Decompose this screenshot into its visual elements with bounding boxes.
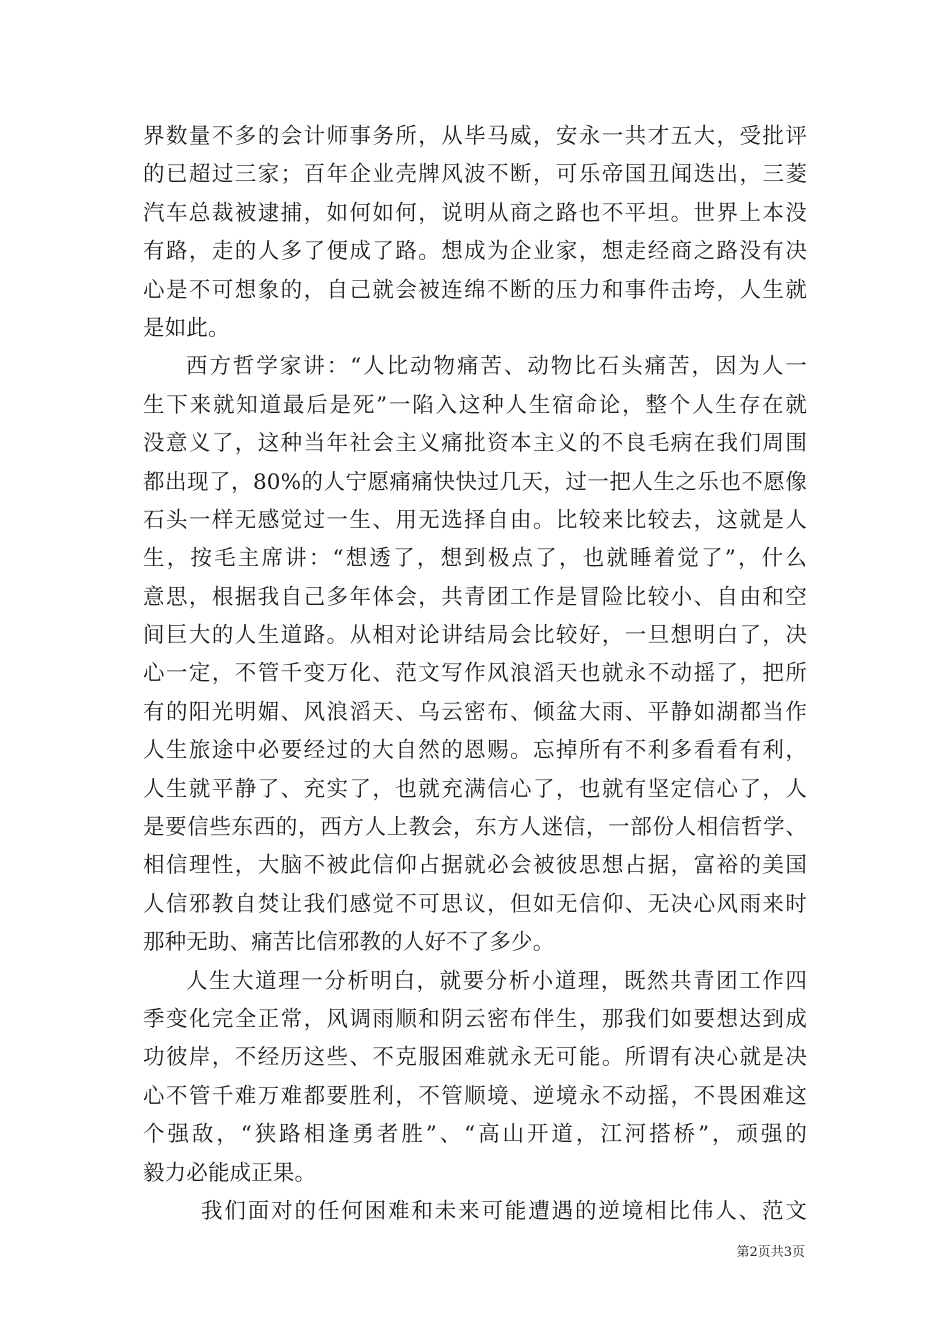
text-line: 季变化完全正常，风调雨顺和阴云密布伴生，那我们如要想达到成 [143,1006,807,1032]
document-body [143,118,807,1231]
paragraph-first-line: 我们面对的任何困难和未来可能遭遇的逆境相比伟人、范文 [201,1198,807,1224]
text-line: 有路，走的人多了便成了路。想成为企业家，想走经商之路没有决 [143,239,807,265]
text-line: 心不管千难万难都要胜利，不管顺境、逆境永不动摇，不畏困难这 [143,1083,807,1109]
text-line: 的已超过三家；百年企业壳牌风波不断，可乐帝国丑闻迭出，三菱 [143,162,807,188]
text-line: 人生旅途中必要经过的大自然的恩赐。忘掉所有不利多看看有利， [143,738,807,764]
page-number-footer: 第2页共3页 [736,1245,805,1260]
text-line: 间巨大的人生道路。从相对论讲结局会比较好，一旦想明白了，决 [143,623,807,649]
text-line: 石头一样无感觉过一生、用无选择自由。比较来比较去，这就是人 [143,507,807,533]
text-line: 没意义了，这种当年社会主义痛批资本主义的不良毛病在我们周围 [143,431,807,457]
text-line: 汽车总裁被逮捕，如何如何，说明从商之路也不平坦。世界上本没 [143,200,807,226]
paragraph-first-line: 人生大道理一分析明白，就要分析小道理，既然共青团工作四 [186,968,807,994]
text-line: 生下来就知道最后是死”一陷入这种人生宿命论，整个人生存在就 [143,392,807,418]
text-line: 是要信些东西的，西方人上教会，东方人迷信，一部份人相信哲学、 [143,815,807,841]
paragraph-first-line: 西方哲学家讲：“人比动物痛苦、动物比石头痛苦，因为人一 [186,354,807,380]
text-line: 个强敌，“狭路相逢勇者胜”、“高山开道，江河搭桥”，顽强的 [143,1122,807,1148]
text-line: 意思，根据我自己多年体会，共青团工作是冒险比较小、自由和空 [143,584,807,610]
text-line: 人生就平静了、充实了，也就充满信心了，也就有坚定信心了，人 [143,776,807,802]
text-line: 人信邪教自焚让我们感觉不可思议，但如无信仰、无决心风雨来时 [143,891,807,917]
text-line: 心是不可想象的，自己就会被连绵不断的压力和事件击垮，人生就 [143,277,807,303]
text-line: 心一定，不管千变万化、范文写作风浪滔天也就永不动摇了，把所 [143,661,807,687]
text-line: 那种无助、痛苦比信邪教的人好不了多少。 [143,930,555,956]
text-line: 毅力必能成正果。 [143,1160,317,1186]
text-line: 是如此。 [143,315,230,341]
text-line: 都出现了，80%的人宁愿痛痛快快过几天，过一把人生之乐也不愿像 [143,469,807,495]
text-line: 生，按毛主席讲：“想透了，想到极点了，也就睡着觉了”，什么 [143,546,807,572]
text-line: 相信理性，大脑不被此信仰占据就必会被彼思想占据，富裕的美国 [143,853,807,879]
text-line: 功彼岸，不经历这些、不克服困难就永无可能。所谓有决心就是决 [143,1045,807,1071]
text-line: 界数量不多的会计师事务所，从毕马威，安永一共才五大，受批评 [143,124,807,149]
text-line: 有的阳光明媚、风浪滔天、乌云密布、倾盆大雨、平静如湖都当作 [143,699,807,725]
